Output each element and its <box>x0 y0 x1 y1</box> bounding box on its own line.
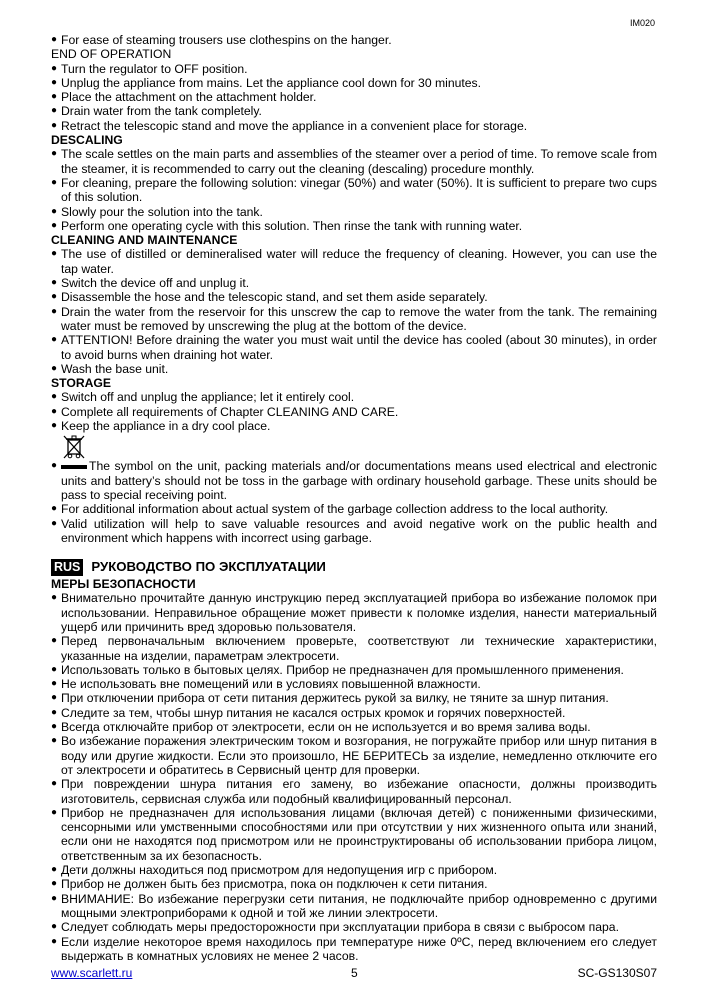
bullet-icon: ● <box>51 391 58 403</box>
bullet-icon: ● <box>51 34 58 45</box>
weee-symbol-row <box>51 433 657 459</box>
bullet-icon: ● <box>51 706 58 718</box>
section-heading-cleaning: CLEANING AND MAINTENANCE <box>51 233 238 248</box>
language-badge: RUS <box>51 559 83 576</box>
bullet-icon: ● <box>51 148 58 160</box>
list-item: ● Внимательно прочитайте данную инструкцию перед эксплуатацией прибора во избежание поломок при использовании. Неправильное обращение может привести к поломке изделия, нанести материальный ущерб или причинить вред здоровью пользователя. <box>51 591 657 634</box>
list-item: ● The use of distilled or demineralised water will reduce the frequency of cleaning. However, you can use the tap water. <box>51 247 657 276</box>
list-item: ● Keep the appliance in a dry cool place. <box>51 419 271 434</box>
list-item: ● При отключении прибора от сети питания держитесь рукой за вилку, не тяните за шнур питания. <box>51 691 609 706</box>
bullet-icon: ● <box>51 420 58 432</box>
section-heading-safety: МЕРЫ БЕЗОПАСНОСТИ <box>51 577 196 592</box>
list-item: ● Switch the device off and unplug it. <box>51 276 250 291</box>
list-item: ● Slowly pour the solution into the tank. <box>51 204 263 219</box>
list-item: ● Не использовать вне помещений или в условиях повышенной влажности. <box>51 677 481 692</box>
list-item: ● ATTENTION! Before draining the water you must wait until the device has cooled (about 30 minutes), in order to avoid burns when draining hot water. <box>51 333 657 362</box>
list-item: ● Complete all requirements of Chapter CLEANING AND CARE. <box>51 404 399 419</box>
bullet-icon: ● <box>51 362 58 374</box>
list-item: ● Прибор не должен быть без присмотра, пока он подключен к сети питания. <box>51 877 488 892</box>
list-item: ● For ease of steaming trousers use clothespins on the hanger. <box>51 33 392 47</box>
list-item: ● For additional information about actual system of the garbage collection address to the local authority. <box>51 502 609 517</box>
list-item: ● Perform one operating cycle with this solution. Then rinse the tank with running water. <box>51 218 523 233</box>
list-item: ● Прибор не предназначен для использования лицами (включая детей) с пониженными физическими, сенсорными или умственными способностями или при отсутствии у них жизненного опыта или знаний, если они не находятся под присмотром или не проинструктированы об использовании прибора лицом, ответственным за их безопасность. <box>51 805 657 863</box>
bullet-icon: ● <box>51 806 58 818</box>
list-item: ● Перед первоначальным включением проверьте, соответствуют ли технические характеристики, указанные на изделии, параметрам электросети. <box>51 634 657 663</box>
page-footer <box>51 966 657 982</box>
list-item: ● При повреждении шнура питания его замену, во избежание опасности, должны производить изготовитель, сервисная служба или подобный квалифицированный персонал. <box>51 777 657 806</box>
weee-bar-icon <box>61 465 87 469</box>
list-item: ● Retract the telescopic stand and move the appliance in a convenient place for storage. <box>51 118 528 133</box>
bullet-icon: ● <box>51 878 58 890</box>
page-number: 5 <box>351 966 358 980</box>
crossed-out-wheelie-bin-icon <box>61 433 87 459</box>
bullet-icon: ● <box>51 76 58 88</box>
list-item: ● For cleaning, prepare the following solution: vinegar (50%) and water (50%). It is sufficient to prepare two cups of this solution. <box>51 175 657 205</box>
bullet-icon: ● <box>51 176 58 188</box>
list-item: ● Place the attachment on the attachment holder. <box>51 90 317 105</box>
list-item: ● Следите за тем, чтобы шнур питания не касался острых кромок и горячих поверхностей. <box>51 705 566 720</box>
bullet-icon: ● <box>51 935 58 947</box>
bullet-icon: ● <box>51 517 58 529</box>
list-item: ● The scale settles on the main parts and assemblies of the steamer over a period of time. To remove scale from the steamer, it is recommended to carry out the cleaning (descaling) procedure monthly. <box>51 147 657 176</box>
bullet-icon: ● <box>51 277 58 289</box>
manual-body <box>51 33 657 963</box>
bullet-icon: ● <box>51 778 58 790</box>
list-item: ● Switch off and unplug the appliance; let it entirely cool. <box>51 390 355 405</box>
bullet-icon: ● <box>51 721 58 733</box>
section-heading-end-of-operation: END OF OPERATION <box>51 47 172 62</box>
model-code: IM020 <box>629 18 655 28</box>
bullet-icon: ● <box>51 334 58 346</box>
bullet-icon: ● <box>51 205 58 217</box>
bullet-icon: ● <box>51 735 58 747</box>
bullet-icon: ● <box>51 635 58 647</box>
list-item: ● Дети должны находиться под присмотром для недопущения игр с прибором. <box>51 863 498 878</box>
list-item: ● Использовать только в бытовых целях. Прибор не предназначен для промышленного применения. <box>51 662 624 677</box>
bullet-icon: ● <box>51 692 58 704</box>
list-item: ● Unplug the appliance from mains. Let the appliance cool down for 30 minutes. <box>51 75 482 90</box>
section-heading-descaling: DESCALING <box>51 133 123 148</box>
list-item: ● Drain the water from the reservoir for this unscrew the cap to remove the water from the tank. The remaining water must be removed by unscrewing the plug at the bottom of the device. <box>51 304 657 333</box>
bullet-icon: ● <box>51 663 58 675</box>
bullet-icon: ● <box>51 219 58 231</box>
bullet-icon: ● <box>51 305 58 317</box>
bullet-icon: ● <box>51 405 58 417</box>
list-item: ● The symbol on the unit, packing materials and/or documentations means used electrical and electronic units and battery’s should not be toss in the garbage with ordinary household garbage. These units should be pass to special receiving point. <box>51 459 657 502</box>
bullet-icon: ● <box>51 248 58 260</box>
bullet-icon: ● <box>51 460 58 472</box>
bullet-icon: ● <box>51 105 58 117</box>
list-item: ● Disassemble the hose and the telescopic stand, and set them aside separately. <box>51 290 488 305</box>
list-item: ● Всегда отключайте прибор от электросети, если он не используется и во время залива воды. <box>51 720 591 735</box>
bullet-icon: ● <box>51 678 58 690</box>
document-code: SC-GS130S07 <box>577 966 657 980</box>
list-item: ● Valid utilization will help to save valuable resources and avoid negative work on the public health and environment which happens with incorrect using garbage. <box>51 516 657 545</box>
website-link[interactable]: www.scarlett.ru <box>51 966 133 980</box>
section-heading-storage: STORAGE <box>51 376 112 391</box>
list-item: ● Drain water from the tank completely. <box>51 104 262 119</box>
bullet-icon: ● <box>51 592 58 604</box>
list-item: ● ВНИМАНИЕ: Во избежание перегрузки сети питания, не подключайте прибор одновременно с другими мощными электроприборами к одной и той же линии электросети. <box>51 891 657 920</box>
bullet-icon: ● <box>51 62 58 74</box>
list-item: ● Если изделие некоторое время находилось при температуре ниже 0ºC, перед включением его следует выдержать в комнатных условиях не менее 2 часов. <box>51 934 657 963</box>
bullet-icon: ● <box>51 503 58 515</box>
bullet-icon: ● <box>51 119 58 131</box>
bullet-icon: ● <box>51 864 58 876</box>
bullet-icon: ● <box>51 291 58 303</box>
page-title: РУКОВОДСТВО ПО ЭКСПЛУАТАЦИИ <box>91 559 326 575</box>
bullet-icon: ● <box>51 892 58 904</box>
list-item: ● Wash the base unit. <box>51 361 169 376</box>
bullet-icon: ● <box>51 91 58 103</box>
list-item: ● Следует соблюдать меры предосторожности при эксплуатации прибора в связи с выбросом пара. <box>51 920 619 935</box>
list-item: ● Turn the regulator to OFF position. <box>51 61 248 76</box>
list-item: ● Во избежание поражения электрическим током и возгорания, не погружайте прибор или шнур питания в воду или другие жидкости. Если это произошло, НЕ БЕРИТЕСЬ за изделие, немедленно отключите его от электросети и обратитесь в Сервисный центр для проверки. <box>51 734 657 777</box>
russian-section-title <box>51 559 657 576</box>
bullet-icon: ● <box>51 921 58 933</box>
